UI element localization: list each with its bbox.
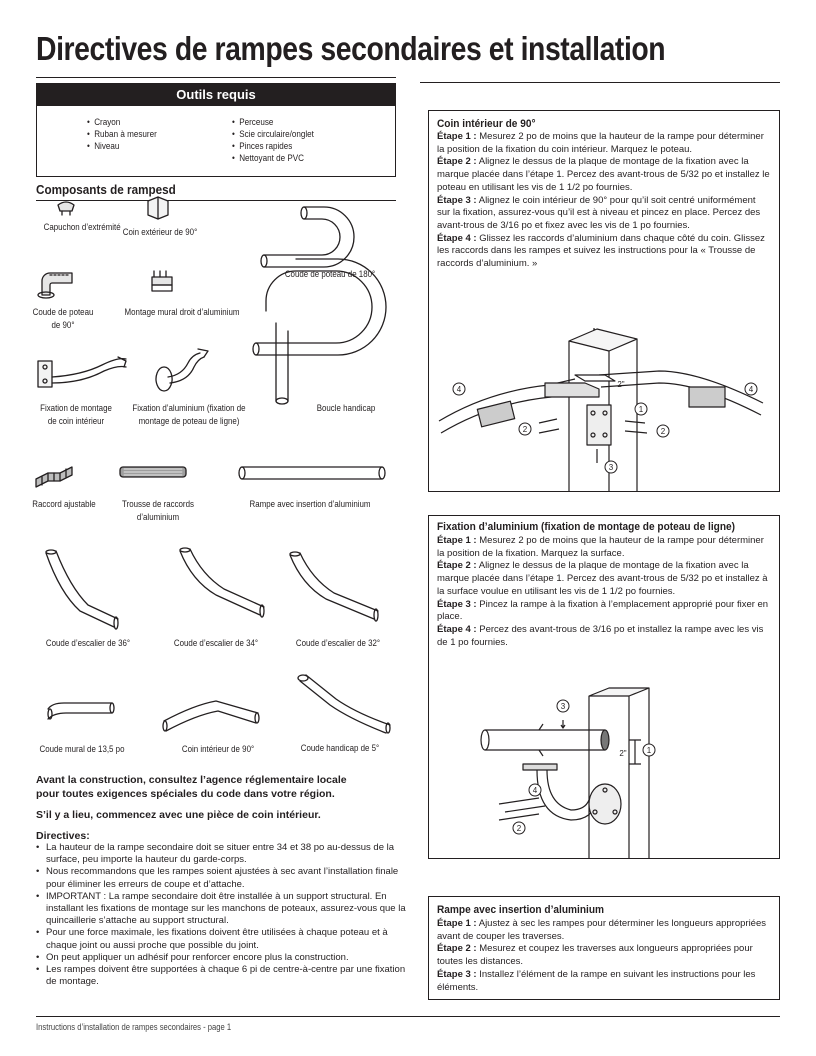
svg-text:4: 4 xyxy=(748,385,754,394)
outer-corner-illustration xyxy=(148,197,168,219)
caption-outer-corner: Coin extérieur de 90° xyxy=(122,227,198,237)
note-start-inner-corner: S’il y a lieu, commencez avec une pièce de coin intérieur. xyxy=(36,809,321,821)
svg-text:2: 2 xyxy=(522,425,528,434)
stair-34-illustration xyxy=(180,548,264,617)
caption-inner-90: Coin intérieur de 90° xyxy=(181,744,255,754)
caption-post-90: Coude de poteau de 90° xyxy=(32,307,94,330)
tool-item: • Nettoyant de PVC xyxy=(232,152,314,164)
caption-rail-insert: Rampe avec insertion d’aluminium xyxy=(249,499,371,509)
caption-inner-corner-bracket: Fixation de montage de coin intérieur xyxy=(40,403,112,426)
page-footer: Instructions d’installation de rampes secondaires - page 1 xyxy=(36,1022,232,1032)
caption-connector-kit: Trousse de raccords d’aluminium xyxy=(122,499,194,522)
tools-heading: Outils requis xyxy=(37,84,395,106)
caption-wall-135: Coude mural de 13,5 po xyxy=(39,744,125,754)
caption-handicap-loop: Boucle handicap xyxy=(316,403,376,413)
inner-corner-title: Coin intérieur de 90° xyxy=(437,118,536,130)
rail-insert-box xyxy=(428,896,780,1000)
step: Étape 1 : Mesurez 2 po de moins que la hauteur de la rampe pour déterminer la position de la fixation. Marquez la surface. xyxy=(437,535,764,559)
wall-135-illustration xyxy=(48,703,114,719)
svg-text:2": 2" xyxy=(617,380,625,389)
svg-text:2": 2" xyxy=(619,749,627,758)
alum-bracket-steps xyxy=(437,535,771,649)
tools-box xyxy=(36,83,396,177)
alum-bracket-box xyxy=(428,515,780,859)
title-rule-left xyxy=(36,77,396,78)
inner-corner-diagram xyxy=(429,321,779,491)
inner-90-illustration xyxy=(163,701,259,731)
svg-text:3: 3 xyxy=(560,702,566,711)
svg-text:1: 1 xyxy=(638,405,644,414)
svg-text:3: 3 xyxy=(608,463,614,472)
tool-item: • Niveau xyxy=(87,140,157,152)
wall-mount-illustration xyxy=(152,271,172,291)
svg-text:4: 4 xyxy=(456,385,462,394)
inner-corner-steps xyxy=(437,131,771,271)
directives-list xyxy=(36,842,406,988)
tool-item: • Perceuse xyxy=(232,116,314,128)
alum-bracket-illustration xyxy=(156,349,208,391)
tool-item: • Scie circulaire/onglet xyxy=(232,128,314,140)
tools-list-left xyxy=(87,116,157,152)
step: Étape 3 : Installez l’élément de la rampe en suivant les instructions pour les éléments. xyxy=(437,968,756,993)
stair-36-illustration xyxy=(46,550,118,629)
tool-item: • Pinces rapides xyxy=(232,140,314,152)
tool-item: • Crayon xyxy=(87,116,157,128)
directive-item: • Pour une force maximale, les fixations doivent être utilisées à chaque poteau et à chaque joint ou aussi proche que possible du joint. xyxy=(36,927,406,951)
directive-item: • Nous recommandons que les rampes soient ajustées à sec avant l’installation finale pour éliminer les erreurs de coupe et d’attache. xyxy=(36,866,406,890)
post-90-illustration xyxy=(38,273,72,298)
end-cap-illustration xyxy=(58,202,74,215)
handicap-5-illustration xyxy=(298,675,390,733)
caption-wall-mount: Montage mural droit d’aluminium xyxy=(124,307,240,317)
svg-text:2: 2 xyxy=(516,824,522,833)
caption-post-180: Coude de poteau de 180° xyxy=(284,269,376,279)
caption-stair-36: Coude d’escalier de 36° xyxy=(45,638,131,648)
step: Étape 1 : Ajustez à sec les rampes pour déterminer les longueurs appropriées avant de couper les traverses. xyxy=(437,918,766,942)
rail-insert-illustration xyxy=(239,467,385,479)
adjustable-illustration xyxy=(36,467,72,487)
svg-text:2: 2 xyxy=(660,427,666,436)
title-rule-right xyxy=(420,82,780,83)
inner-corner-bracket-illustration xyxy=(38,357,126,387)
step: Étape 4 : Glissez les raccords d’aluminium dans chaque côté du coin. Glissez les raccords dans les rampes et suivez les instructions pour la « Trousse de raccords d’aluminium. » xyxy=(437,232,765,270)
step: Étape 3 : Alignez le coin intérieur de 90° pour qu’il soit centré uniformément sur la fixation, assurez-vous qu’il est à niveau et pincez en place. Percez des avant-trous de 3/16 po et fixez avec les vis de 1 po fournies. xyxy=(437,194,761,231)
caption-stair-32: Coude d’escalier de 32° xyxy=(295,638,381,648)
note-before-construction: Avant la construction, consultez l’agence réglementaire locale pour toutes exigences spéciales du code dans votre région. xyxy=(36,774,347,800)
rail-insert-title: Rampe avec insertion d’aluminium xyxy=(437,904,605,916)
stair-32-illustration xyxy=(290,552,378,621)
rail-insert-steps xyxy=(437,918,771,994)
caption-handicap-5: Coude handicap de 5° xyxy=(300,743,380,753)
step: Étape 2 : Alignez le dessus de la plaque de montage de la fixation avec la marque placée dans l’étape 1. Percez des avant-trous de 5/32 po et installez à la surface voulue en utilisant les vis de 1 1/2 po fournies. xyxy=(437,560,768,597)
step: Étape 4 : Percez des avant-trous de 3/16 po et installez la rampe avec les vis de 1 po fournies. xyxy=(437,623,764,648)
directive-item: • La hauteur de la rampe secondaire doit se situer entre 34 et 38 po au-dessus de la surface, peu importe la hauteur du garde-corps. xyxy=(36,842,406,866)
inner-corner-box xyxy=(428,110,780,492)
alum-bracket-diagram xyxy=(429,684,779,859)
svg-text:4: 4 xyxy=(532,786,538,795)
page-title: Directives de rampes secondaires et installation xyxy=(36,30,666,67)
caption-adjustable: Raccord ajustable xyxy=(32,499,96,509)
tools-list-right xyxy=(232,116,314,164)
caption-stair-34: Coude d’escalier de 34° xyxy=(173,638,259,648)
step: Étape 2 : Alignez le dessus de la plaque de montage de la fixation avec la marque placée dans l’étape 1. Percez des avant-trous de 5/32 po et installez le poteau en utilisant les vis de 1 1/2 po fournies. xyxy=(437,156,770,193)
post-180-illustration xyxy=(261,207,354,267)
caption-end-cap: Capuchon d’extrémité xyxy=(43,222,121,232)
step: Étape 2 : Mesurez et coupez les traverses aux longueurs appropriées pour toutes les distances. xyxy=(437,943,753,968)
step: Étape 1 : Mesurez 2 po de moins que la hauteur de la rampe pour déterminer la position de la fixation du coin intérieur. Marquez le poteau. xyxy=(437,131,764,155)
caption-alum-bracket: Fixation d’aluminium (fixation de montage de poteau de ligne) xyxy=(132,403,246,426)
components-heading: Composants de rampesd xyxy=(36,182,176,197)
tool-item: • Ruban à mesurer xyxy=(87,128,157,140)
directive-item: • IMPORTANT : La rampe secondaire doit être installée à un support structural. En installant les fixations de montage sur les manchons de poteaux, assurez-vous que la quincaillerie s’attache au support structural. xyxy=(36,891,406,928)
directive-item: • On peut appliquer un adhésif pour renforcer encore plus la construction. xyxy=(36,952,406,964)
svg-text:1: 1 xyxy=(646,746,652,755)
connector-kit-illustration xyxy=(120,467,186,477)
footer-rule xyxy=(36,1016,780,1017)
step: Étape 3 : Pincez la rampe à la fixation à l’emplacement approprié pour fixer en place. xyxy=(437,598,769,623)
directive-item: • Les rampes doivent être supportées à chaque 6 pi de centre-à-centre par une fixation de montage. xyxy=(36,964,406,988)
alum-bracket-title: Fixation d’aluminium (fixation de montage de poteau de ligne) xyxy=(437,521,736,533)
directives-heading: Directives: xyxy=(36,830,90,842)
